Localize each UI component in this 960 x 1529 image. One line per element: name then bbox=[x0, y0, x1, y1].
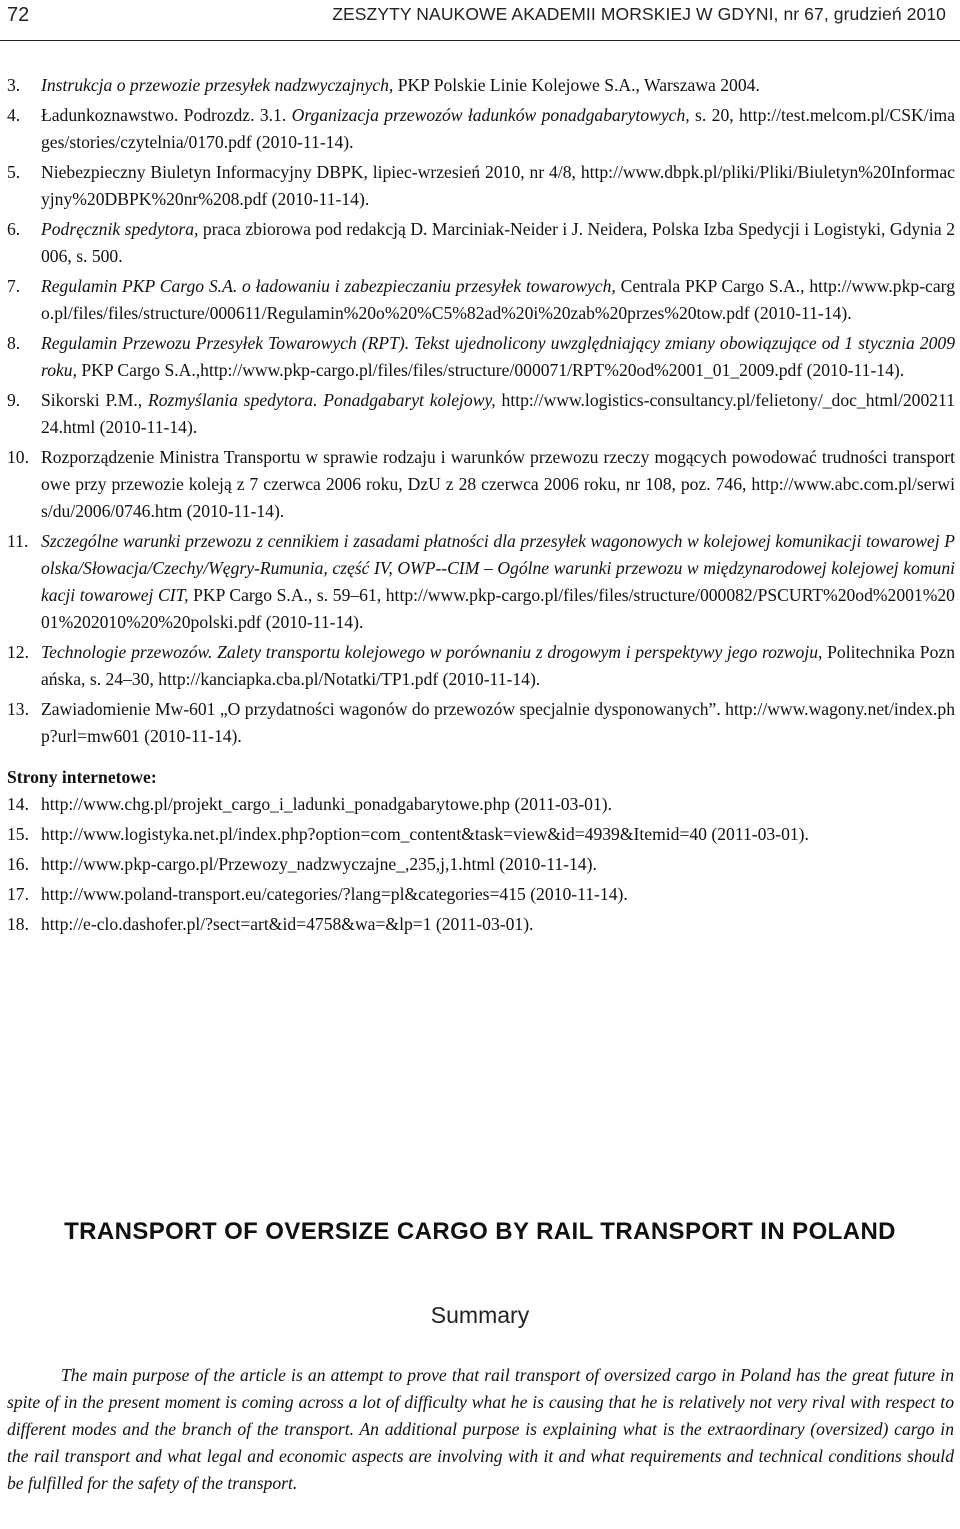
reference-title: Regulamin PKP Cargo S.A. o ładowaniu i zabezpieczaniu przesyłek towarowych, bbox=[41, 276, 616, 296]
summary-heading: Summary bbox=[430, 1302, 530, 1328]
reference-text bbox=[41, 102, 955, 156]
websites-heading: Strony internetowe: bbox=[7, 767, 157, 787]
reference-detail: Politechnika Poznańska, s. 24–30, http://kanciapka.cba.pl/Notatki/TP1.pdf (2010-11-14). bbox=[41, 642, 955, 689]
reference-title: Podręcznik spedytora, bbox=[41, 219, 199, 239]
reference-list bbox=[7, 72, 955, 941]
reference-detail: Centrala PKP Cargo S.A., http://www.pkp-cargo.pl/files/files/structure/000611/Regulamin%20o%20%C5%82ad%20i%20zab%20przes%20tow.pdf (2010-11-14). bbox=[41, 276, 956, 323]
reference-item bbox=[7, 216, 955, 270]
website-url: http://www.chg.pl/projekt_cargo_i_ladunki_ponadgabarytowe.php (2011-03-01). bbox=[41, 794, 613, 814]
reference-number: 6. bbox=[7, 219, 21, 239]
reference-detail: PKP Cargo S.A.,http://www.pkp-cargo.pl/files/files/structure/000071/RPT%20od%2001_01_2009.pdf (2010-11-14). bbox=[77, 360, 905, 380]
reference-item bbox=[7, 528, 955, 636]
reference-title: Szczególne warunki przewozu z cennikiem i zasadami płatności dla przesyłek wagonowych w kolejowej komunikacji towarowej Polska/Słowacja/Czechy/Węgry-Rumunia, część IV, OWP--CIM – Ogólne warunki przewozu w międzynarodowej kolejowej komunikacji towarowej CIT, bbox=[41, 531, 955, 605]
reference-number: 13. bbox=[7, 699, 29, 719]
reference-title: Rozmyślania spedytora. Ponadgabaryt kolejowy, bbox=[147, 390, 496, 410]
reference-detail: Niebezpieczny Biuletyn Informacyjny DBPK, lipiec-wrzesień 2010, nr 4/8, http://www.dbpk.pl/pliki/Pliki/Biuletyn%20Informacyjny%20DBPK%20nr%208.pdf (2010-11-14). bbox=[41, 162, 955, 209]
reference-text bbox=[41, 273, 955, 327]
reference-item bbox=[7, 639, 955, 693]
reference-item bbox=[7, 273, 955, 327]
reference-title: Regulamin Przewozu Przesyłek Towarowych (RPT). Tekst ujednolicony uwzględniający zmiany obowiązujące od 1 stycznia 2009 roku, bbox=[41, 333, 955, 380]
reference-item bbox=[7, 387, 955, 441]
website-item bbox=[7, 911, 955, 938]
website-item bbox=[7, 881, 955, 908]
reference-detail: praca zbiorowa pod redakcją D. Marciniak-Neider i J. Neidera, Polska Izba Spedycji i Logistyki, Gdynia 2006, s. 500. bbox=[41, 219, 955, 266]
reference-text bbox=[41, 444, 955, 525]
reference-text bbox=[41, 330, 955, 384]
reference-text bbox=[41, 528, 955, 636]
website-url: http://www.poland-transport.eu/categories/?lang=pl&categories=415 (2010-11-14). bbox=[41, 884, 628, 904]
reference-item bbox=[7, 159, 955, 213]
reference-detail: Sikorski P.M., bbox=[41, 390, 148, 410]
reference-number: 12. bbox=[7, 642, 29, 662]
journal-title: ZESZYTY NAUKOWE AKADEMII MORSKIEJ W GDYNI, nr 67, grudzień 2010 bbox=[332, 4, 946, 24]
reference-title: Technologie przewozów. Zalety transportu kolejowego w porównaniu z drogowym i perspektywy jego rozwoju, bbox=[41, 642, 823, 662]
reference-text bbox=[41, 72, 955, 99]
website-url: http://e-clo.dashofer.pl/?sect=art&id=4758&wa=&lp=1 (2011-03-01). bbox=[41, 914, 534, 934]
website-item bbox=[7, 821, 955, 848]
reference-title: Organizacja przewozów ładunków ponadgabarytowych, bbox=[291, 105, 690, 125]
reference-number: 10. bbox=[7, 447, 29, 467]
english-title: TRANSPORT OF OVERSIZE CARGO BY RAIL TRANSPORT IN POLAND bbox=[64, 1218, 896, 1245]
website-number: 15. bbox=[7, 824, 29, 844]
reference-number: 4. bbox=[7, 105, 21, 125]
reference-text bbox=[41, 387, 955, 441]
reference-number: 3. bbox=[7, 75, 21, 95]
reference-text bbox=[41, 159, 955, 213]
reference-detail: Ładunkoznawstwo. Podrozdz. 3.1. bbox=[41, 105, 292, 125]
reference-item bbox=[7, 444, 955, 525]
running-header bbox=[0, 0, 960, 41]
reference-detail: http://www.logistics-consultancy.pl/felietony/_doc_html/20021124.html (2010-11-14). bbox=[41, 390, 955, 437]
website-url: http://www.logistyka.net.pl/index.php?option=com_content&task=view&id=4939&Itemid=40 (2011-03-01). bbox=[41, 824, 809, 844]
reference-text bbox=[41, 696, 955, 750]
reference-number: 9. bbox=[7, 390, 21, 410]
reference-detail: Rozporządzenie Ministra Transportu w sprawie rodzaju i warunków przewozu rzeczy mogących powodować trudności transportowe przy przewozie koleją z 7 czerwca 2006 roku, DzU z 28 czerwca 2006 roku, nr 108, poz. 746, http://www.abc.com.pl/serwis/du/2006/0746.htm (2010-11-14). bbox=[41, 447, 955, 521]
page-number: 72 bbox=[7, 4, 30, 26]
website-url: http://www.pkp-cargo.pl/Przewozy_nadzwyczajne_,235,j,1.html (2010-11-14). bbox=[41, 854, 597, 874]
summary-text: The main purpose of the article is an attempt to prove that rail transport of oversized cargo in Poland has the great future in spite of in the present moment is coming across a lot of difficulty what he is causing that he is relatively not very rival with respect to different modes and the branch of the transport. An additional purpose is explaining what is the extraordinary (oversized) cargo in the rail transport and what legal and economic aspects are involving with it and what requirements and technical conditions should be fulfilled for the safety of the transport. bbox=[7, 1365, 954, 1493]
website-number: 17. bbox=[7, 884, 29, 904]
reference-number: 11. bbox=[7, 531, 29, 551]
reference-detail: PKP Cargo S.A., s. 59–61, http://www.pkp-cargo.pl/files/files/structure/000082/PSCURT%20od%2001%2001%202010%20%20polski.pdf (2010-11-14). bbox=[41, 585, 955, 632]
reference-text bbox=[41, 216, 955, 270]
reference-detail: s. 20, http://test.melcom.pl/CSK/images/stories/czytelnia/0170.pdf (2010-11-14). bbox=[41, 105, 955, 152]
reference-item bbox=[7, 72, 955, 99]
reference-number: 8. bbox=[7, 333, 21, 353]
reference-number: 7. bbox=[7, 276, 21, 296]
website-item bbox=[7, 791, 955, 818]
website-references bbox=[7, 791, 955, 938]
reference-text bbox=[41, 639, 955, 693]
website-number: 16. bbox=[7, 854, 29, 874]
website-number: 14. bbox=[7, 794, 29, 814]
literature-references bbox=[7, 72, 955, 750]
reference-item bbox=[7, 330, 955, 384]
reference-number: 5. bbox=[7, 162, 21, 182]
website-item bbox=[7, 851, 955, 878]
reference-title: Instrukcja o przewozie przesyłek nadzwyczajnych, bbox=[41, 75, 394, 95]
website-number: 18. bbox=[7, 914, 29, 934]
reference-detail: PKP Polskie Linie Kolejowe S.A., Warszawa 2004. bbox=[393, 75, 760, 95]
reference-detail: Zawiadomienie Mw-601 „O przydatności wagonów do przewozów specjalnie dysponowanych”. http://www.wagony.net/index.php?url=mw601 (2010-11-14). bbox=[41, 699, 955, 746]
reference-item bbox=[7, 696, 955, 750]
reference-item bbox=[7, 102, 955, 156]
